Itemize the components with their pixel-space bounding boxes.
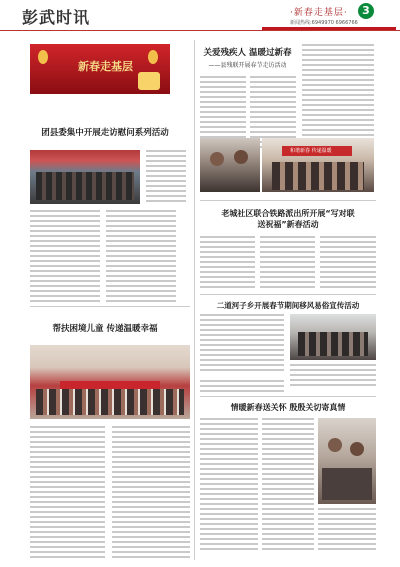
article-4-body-right	[112, 426, 190, 561]
divider	[200, 294, 376, 295]
article-6-photo	[318, 418, 376, 504]
divider	[30, 306, 190, 307]
article-4-title: 帮扶困境儿童 传递温暖幸福	[52, 324, 158, 334]
header-meta: 新闻热线:6949970 6966766	[290, 20, 358, 26]
article-3-body-2	[260, 236, 315, 291]
article-5-photo	[290, 314, 376, 360]
newspaper-logo: 彭武时讯	[22, 8, 91, 27]
article-3-body-3	[320, 236, 376, 291]
article-1-body-mid	[106, 210, 176, 305]
article-5-body-left	[200, 314, 284, 374]
column-divider	[194, 40, 195, 560]
article-5-title: 二道河子乡开展春节期间移风易俗宣传活动	[216, 301, 360, 310]
article-2-body-right	[302, 44, 374, 149]
article-6-body-left	[200, 418, 258, 553]
section-title: ·新春走基层·	[290, 8, 348, 18]
page-number: 3	[358, 3, 374, 19]
article-2-banner-text: 和谐新春 传递温暖	[290, 148, 332, 154]
article-1-body-left	[30, 210, 100, 305]
article-4-photo	[30, 345, 190, 419]
article-2-photo-2	[262, 138, 374, 192]
article-4-body-left	[30, 426, 105, 561]
article-2-subtitle: ——县残联开展春节走访活动	[208, 62, 287, 69]
article-1-photo	[30, 150, 140, 204]
article-6-body-right	[318, 508, 376, 553]
article-2-title: 关爱残疾人 温暖过新春	[203, 48, 292, 58]
article-5-body-right	[290, 364, 376, 389]
article-6-title: 情暖新春送关怀 殷殷关切寄真情	[230, 403, 346, 412]
divider	[200, 396, 376, 397]
article-2-photo-1	[200, 138, 260, 192]
article-6-body-mid	[262, 418, 314, 553]
article-1-title: 团县委集中开展走访慰问系列活动	[41, 128, 169, 138]
divider	[200, 200, 376, 201]
header-rule	[262, 27, 396, 30]
new-year-banner-photo	[30, 44, 170, 94]
article-5-body-bottom	[200, 380, 284, 395]
banner-text: 新春走基层	[78, 60, 133, 73]
article-3-body-1	[200, 236, 255, 291]
article-3-title: 老城社区联合铁路派出所开展“写对联 送祝福”新春活动	[221, 209, 355, 229]
article-1-text	[146, 150, 186, 205]
